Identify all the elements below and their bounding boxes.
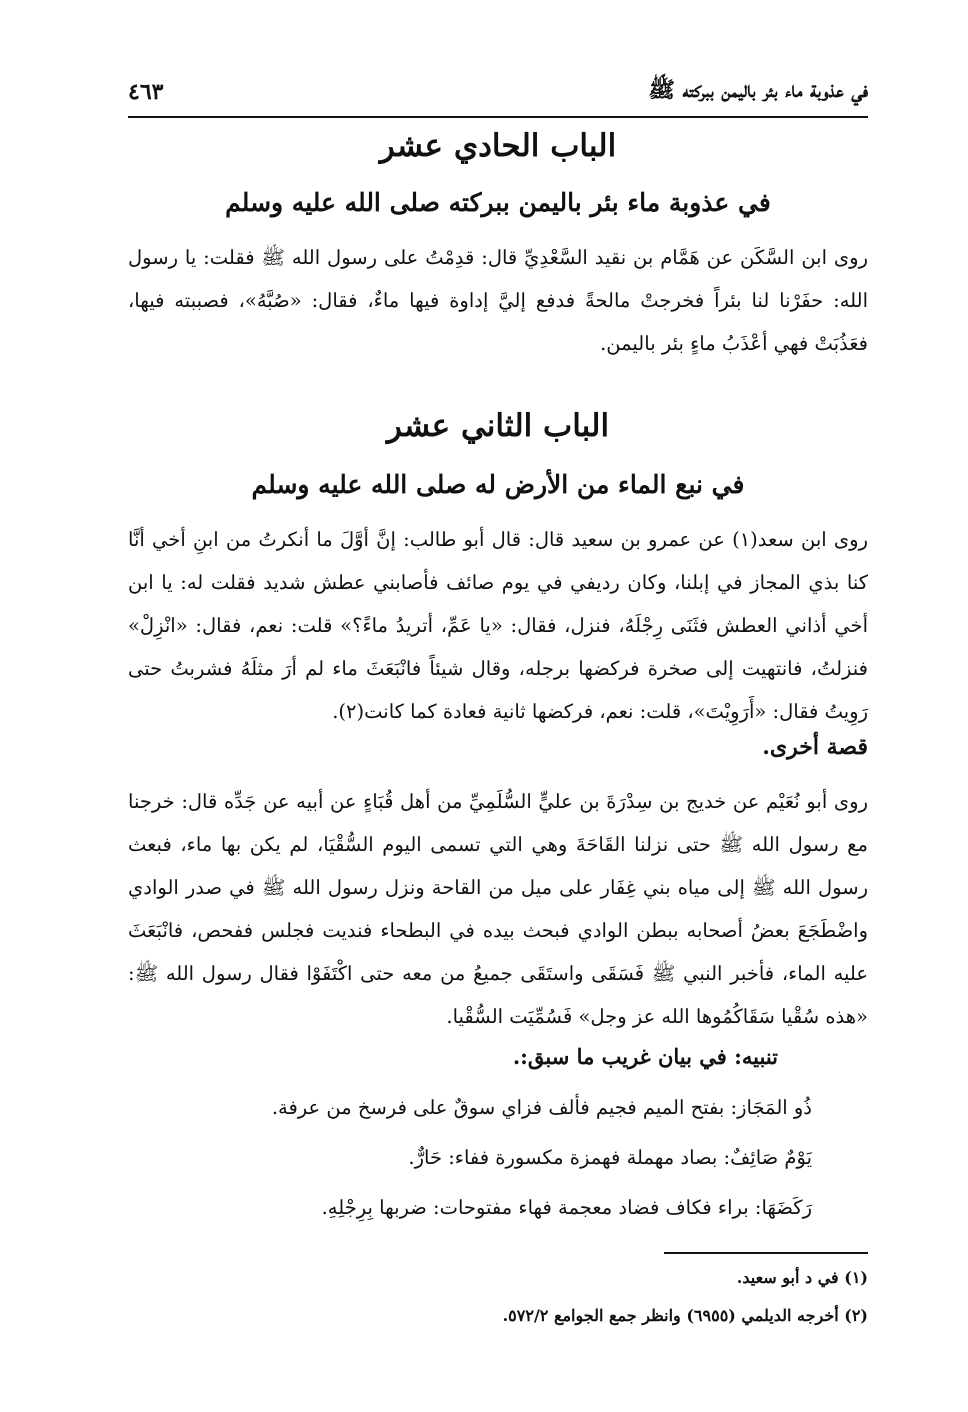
header-rule bbox=[128, 116, 868, 118]
chapter-12-subtitle: في نبع الماء من الأرض له صلى الله عليه وسلم bbox=[251, 470, 745, 499]
another-story-paragraph: روى أبو نُعَيْم عن خديج بن سِدْرَةَ بن عليٍّ السُّلَمِيِّ من أهل قُبَاءٍ عن أبيه عن جَدِّه قال: خرجنا مع رسول الله ﷺ حتى نزلنا القَاحَةَ وهي التي تسمى اليوم السُّقْيَا، لم يكن بها ماء، فبعث رسول الله ﷺ إلى مياه بني غِفَار على ميل من القاحة ونزل رسول الله ﷺ في صدر الوادي واضْطَجَعَ بعضُ أصحابه ببطن الوادي فبحث بيده في البطحاء فنديت فجلس ففحص، فانْبَعَثَ عليه الماء، فأخبر النبي ﷺ فَسَقَى واستَقَى جميعُ من معه حتى اكْتَفَوْا فقال رسول الله ﷺ: «هذه سُقْيا سَقَاكُمُوها الله عز وجل» فَسُمِّيَت السُّقْيا. bbox=[128, 790, 868, 1028]
running-title: في عذوبة ماء بئر باليمن ببركته ﷺ bbox=[648, 77, 868, 103]
gloss-item: يَوْمٌ صَائِفٌ: بصاد مهملة فهمزة مكسورة ففاء: حَارٌّ. bbox=[408, 1146, 812, 1169]
notes-title: تنبيه: في بيان غريب ما سبق:. bbox=[512, 1044, 778, 1069]
gloss-item: رَكَضَهَا: براء فكاف فضاد معجمة فهاء مفتوحات: ضربها بِرِجْلِهِ. bbox=[321, 1196, 812, 1219]
another-story-title: قصة أخرى. bbox=[762, 734, 868, 760]
chapter-12-title: الباب الثاني عشر bbox=[386, 408, 610, 444]
running-header bbox=[128, 72, 868, 112]
chapter-11-title: الباب الحادي عشر bbox=[379, 128, 617, 164]
footnote-rule bbox=[664, 1252, 868, 1254]
footnote-1: (١) في د أبو سعيد. bbox=[736, 1268, 868, 1287]
footnote-2: (٢) أخرجه الديلمي (٦٩٥٥) وانظر جمع الجوامع ٥٧٢/٢. bbox=[502, 1306, 868, 1325]
gloss-item: ذُو المَجَاز: بفتح الميم فجيم فألف فزاي سوقٌ على فرسخ من عرفة. bbox=[271, 1096, 812, 1119]
chapter-11-paragraph: روى ابن السَّكَن عن هَمَّام بن نقيد السَّعْدِيِّ قال: قدِمْتُ على رسول الله ﷺ فقلت: يا رسول الله: حفَرْنا لنا بئراً فخرجتْ مالحةً فدفع إليَّ إداوة فيها ماءٌ، فقال: «صُبَّهُ»، فصببته فيها، فعَذُبَتْ فهي أعْذَبُ ماءٍ بئر باليمن. bbox=[128, 246, 868, 355]
chapter-11-subtitle: في عذوبة ماء بئر باليمن ببركته صلى الله عليه وسلم bbox=[225, 188, 771, 217]
page-number: ٤٦٣ bbox=[128, 79, 164, 105]
chapter-12-paragraph: روى ابن سعد(١) عن عمرو بن سعيد قال: قال أبو طالب: إنَّ أوَّلَ ما أنكرتُ من ابنِ أخي أنَّا كنا بذي المجاز في إبلنا، وكان رديفي في يوم صائف فأصابني عطش شديد فقلت له: يا ابن أخي أذاني العطش فثَنَى رِجْلَهُ، فنزل، فقال: «يا عَمِّ، أتريدُ ماءً؟» قلت: نعم، فقال: «انْزِلْ» فنزلتُ، فانتهيت إلى صخرة فركضها برجله، وقال شيئاً فانْبَعَثَ ماء لم أرَ مثلَهُ فشربتُ حتى رَوِيتُ فقال: «أَرَوِيْتَ»، قلت: نعم، فركضها ثانية فعادة كما كانت(٢). bbox=[128, 528, 868, 723]
